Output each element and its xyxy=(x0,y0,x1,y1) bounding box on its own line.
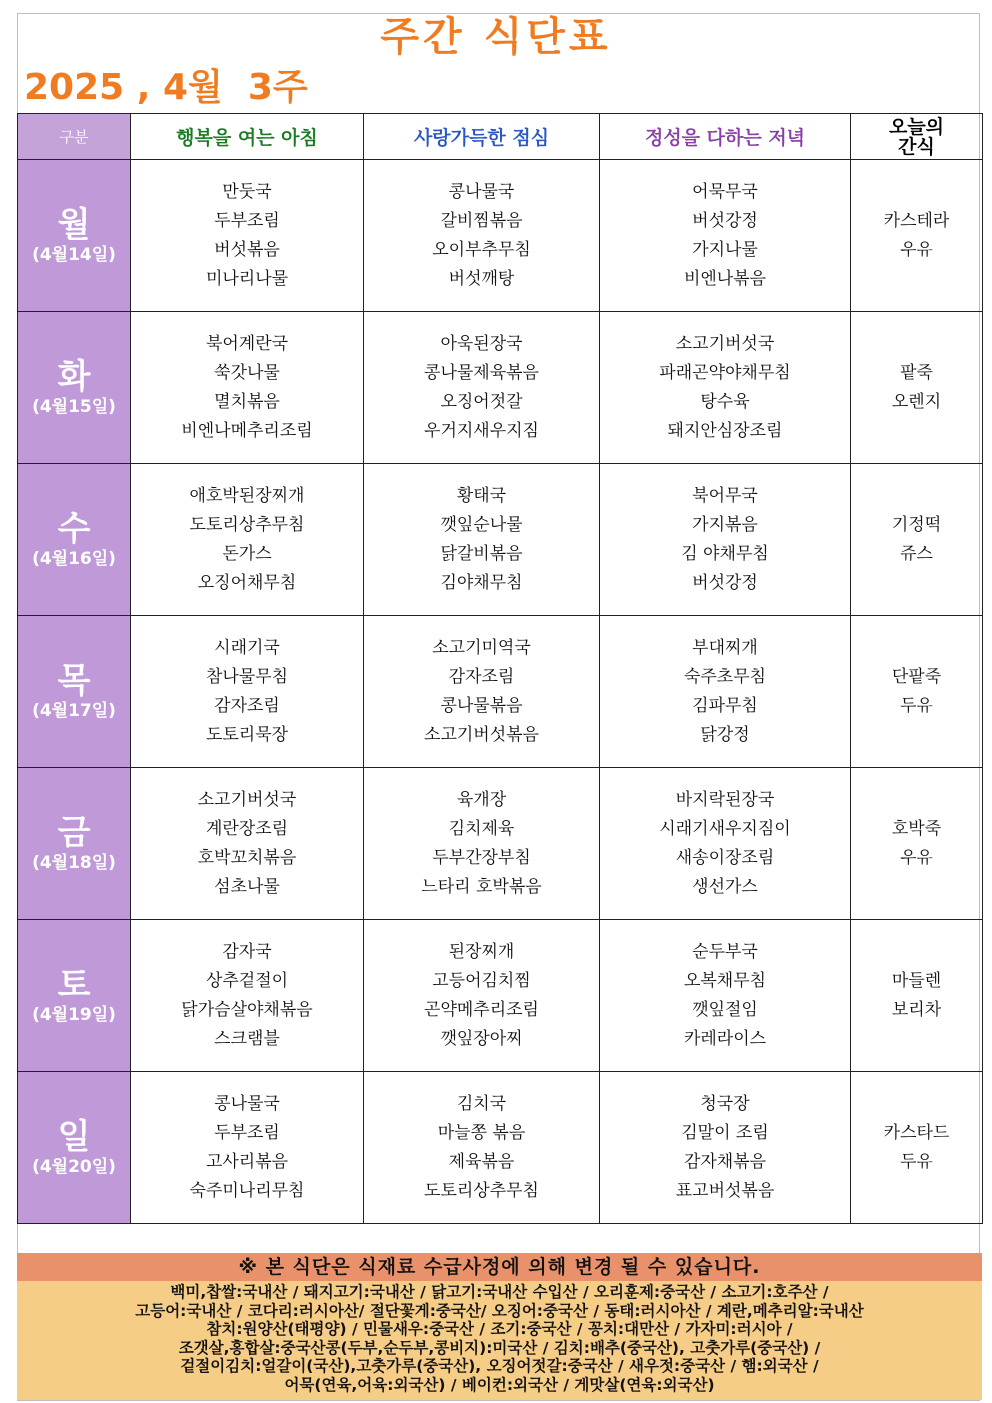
origin-line: 고등어:국내산 / 코다리:러시아산/ 절단꽃게:중국산/ 오징어:중국산 / 동태:러시아산 / 계란,메추리알:국내산 xyxy=(135,1301,864,1320)
weekly-menu-table xyxy=(17,113,983,1224)
dinner-item: 생선가스 xyxy=(692,876,758,897)
table-row xyxy=(18,920,983,1072)
lunch-item: 우거지새우지짐 xyxy=(424,420,539,441)
day-date: (4월18일) xyxy=(32,852,116,873)
week-subtitle: 2025 , 4월 3주 xyxy=(24,67,308,108)
lunch-item: 제육볶음 xyxy=(448,1151,515,1172)
breakfast-item: 쑥갓나물 xyxy=(214,362,280,383)
breakfast-item: 비엔나메추리조림 xyxy=(181,420,313,441)
snack-item: 카스테라 xyxy=(883,210,950,231)
dinner-item: 비엔나볶음 xyxy=(683,268,767,289)
snack-cell xyxy=(851,1072,983,1224)
snack-item: 마들렌 xyxy=(891,970,942,991)
header-row xyxy=(18,114,983,160)
lunch-item: 느타리 호박볶음 xyxy=(421,876,542,897)
breakfast-cell xyxy=(131,312,364,464)
lunch-item: 김야채무침 xyxy=(440,572,523,593)
breakfast-cell xyxy=(131,160,364,312)
dinner-cell xyxy=(600,616,851,768)
dinner-item: 김말이 조림 xyxy=(681,1122,769,1143)
snack-cell xyxy=(851,464,983,616)
origin-line: 겉절이김치:얼갈이(국산),고춧가루(중국산), 오징어젓갈:중국산 / 새우젓:중국산 / 햄:외국산 / xyxy=(180,1357,819,1376)
breakfast-item: 두부조림 xyxy=(214,1122,280,1143)
lunch-cell xyxy=(364,768,600,920)
dinner-item: 버섯강정 xyxy=(692,572,758,593)
day-date: (4월17일) xyxy=(32,700,116,721)
snack-item: 우유 xyxy=(900,847,933,868)
breakfast-item: 멸치볶음 xyxy=(214,391,280,412)
breakfast-item: 만둣국 xyxy=(222,181,272,202)
breakfast-item: 계란장조림 xyxy=(205,818,289,839)
day-name: 화 xyxy=(57,356,91,397)
day-name: 월 xyxy=(57,204,91,245)
lunch-item: 고등어김치찜 xyxy=(432,970,531,991)
breakfast-item: 도토리묵장 xyxy=(205,724,289,745)
day-date: (4월16일) xyxy=(32,548,116,569)
snack-cell xyxy=(851,920,983,1072)
day-date: (4월20일) xyxy=(32,1156,116,1177)
breakfast-item: 섬초나물 xyxy=(214,876,280,897)
lunch-item: 닭갈비볶음 xyxy=(440,543,523,564)
breakfast-item: 참나물무침 xyxy=(205,666,289,687)
snack-item: 두유 xyxy=(900,695,933,716)
lunch-cell xyxy=(364,464,600,616)
lunch-item: 도토리상추무침 xyxy=(424,1180,539,1201)
dinner-cell xyxy=(600,160,851,312)
dinner-item: 닭강정 xyxy=(700,724,750,745)
dinner-item: 깻잎절임 xyxy=(692,999,758,1020)
lunch-item: 깻잎장아찌 xyxy=(440,1028,523,1049)
lunch-cell xyxy=(364,1072,600,1224)
origin-line: 어묵(연육,어육:외국산) / 베이컨:외국산 / 게맛살(연육:외국산) xyxy=(284,1375,715,1394)
table-row xyxy=(18,312,983,464)
snack-cell xyxy=(851,312,983,464)
dinner-item: 돼지안심장조림 xyxy=(667,420,783,441)
day-name: 목 xyxy=(57,660,91,701)
breakfast-item: 감자국 xyxy=(222,941,272,962)
change-notice: ※ 본 식단은 식재료 수급사정에 의해 변경 될 수 있습니다. xyxy=(17,1253,982,1281)
dinner-item: 가지볶음 xyxy=(692,514,758,535)
breakfast-cell xyxy=(131,616,364,768)
breakfast-cell xyxy=(131,920,364,1072)
header-snack-line2: 간식 xyxy=(898,135,935,158)
snack-item: 쥬스 xyxy=(900,543,933,564)
day-cell xyxy=(18,920,131,1072)
snack-item: 두유 xyxy=(900,1151,933,1172)
header-breakfast: 행복을 여는 아침 xyxy=(131,114,364,160)
page-title: 주간 식단표 xyxy=(380,14,612,60)
header-gubun: 구분 xyxy=(18,114,131,160)
breakfast-item: 상추겉절이 xyxy=(205,970,289,991)
dinner-item: 북어무국 xyxy=(692,485,758,506)
header-snack xyxy=(851,114,983,160)
snack-item: 단팥죽 xyxy=(891,666,942,687)
snack-cell xyxy=(851,616,983,768)
table-row xyxy=(18,160,983,312)
breakfast-item: 두부조림 xyxy=(214,210,280,231)
lunch-item: 황태국 xyxy=(456,485,507,506)
day-date: (4월14일) xyxy=(32,244,116,265)
lunch-cell xyxy=(364,616,600,768)
origin-line: 참치:원양산(태평양) / 민물새우:중국산 / 조기:중국산 / 꽁치:대만산 / 가자미:러시아 / xyxy=(206,1320,793,1339)
lunch-item: 콩나물볶음 xyxy=(440,695,523,716)
day-date: (4월19일) xyxy=(32,1004,116,1025)
lunch-item: 된장찌개 xyxy=(448,941,515,962)
breakfast-item: 북어계란국 xyxy=(205,333,289,354)
breakfast-item: 닭가슴살야채볶음 xyxy=(181,999,313,1020)
breakfast-item: 소고기버섯국 xyxy=(197,789,297,810)
dinner-item: 시래기새우지짐이 xyxy=(659,818,791,839)
dinner-item: 김 야채무침 xyxy=(681,543,769,564)
table-row xyxy=(18,616,983,768)
dinner-cell xyxy=(600,312,851,464)
dinner-cell xyxy=(600,464,851,616)
lunch-cell xyxy=(364,312,600,464)
lunch-item: 오이부추무침 xyxy=(432,239,531,260)
day-cell xyxy=(18,616,131,768)
day-name: 토 xyxy=(57,964,91,1005)
dinner-item: 오복채무침 xyxy=(683,970,767,991)
dinner-item: 탕수육 xyxy=(700,391,750,412)
breakfast-item: 애호박된장찌개 xyxy=(189,485,305,506)
breakfast-item: 고사리볶음 xyxy=(205,1151,289,1172)
breakfast-cell xyxy=(131,768,364,920)
lunch-item: 곤약메추리조림 xyxy=(424,999,539,1020)
day-cell xyxy=(18,160,131,312)
lunch-item: 두부간장부침 xyxy=(432,847,531,868)
snack-cell xyxy=(851,160,983,312)
dinner-item: 카레라이스 xyxy=(683,1028,767,1049)
breakfast-item: 미나리나물 xyxy=(205,268,289,289)
dinner-item: 바지락된장국 xyxy=(675,789,775,810)
lunch-item: 깻잎순나물 xyxy=(440,514,523,535)
day-name: 수 xyxy=(57,508,91,549)
dinner-item: 청국장 xyxy=(700,1093,750,1114)
dinner-item: 가지나물 xyxy=(692,239,758,260)
snack-item: 기정떡 xyxy=(891,514,942,535)
dinner-item: 숙주초무침 xyxy=(683,666,767,687)
dinner-item: 버섯강정 xyxy=(692,210,758,231)
lunch-item: 김치국 xyxy=(456,1093,507,1114)
dinner-cell xyxy=(600,920,851,1072)
dinner-item: 순두부국 xyxy=(692,941,758,962)
lunch-item: 갈비찜볶음 xyxy=(440,210,523,231)
dinner-item: 새송이장조림 xyxy=(675,847,775,868)
origin-line: 백미,찹쌀:국내산 / 돼지고기:국내산 / 닭고기:국내산 수입산 / 오리훈제:중국산 / 소고기:호주산 / xyxy=(170,1283,829,1301)
day-cell xyxy=(18,312,131,464)
dinner-item: 파래곤약야채무침 xyxy=(659,362,791,383)
snack-item: 팥죽 xyxy=(900,362,933,383)
breakfast-cell xyxy=(131,1072,364,1224)
lunch-item: 아욱된장국 xyxy=(440,333,523,354)
breakfast-item: 돈가스 xyxy=(222,543,272,564)
breakfast-item: 호박꼬치볶음 xyxy=(197,847,297,868)
snack-item: 호박죽 xyxy=(891,818,942,839)
dinner-item: 김파무침 xyxy=(692,695,758,716)
header-lunch: 사랑가득한 점심 xyxy=(364,114,600,160)
origin-info xyxy=(17,1281,982,1400)
breakfast-cell xyxy=(131,464,364,616)
menu-body xyxy=(18,160,983,1224)
breakfast-item: 도토리상추무침 xyxy=(189,514,305,535)
lunch-item: 마늘쫑 볶음 xyxy=(437,1122,526,1143)
snack-item: 오렌지 xyxy=(891,391,942,412)
breakfast-item: 콩나물국 xyxy=(214,1093,280,1114)
breakfast-item: 버섯볶음 xyxy=(214,239,280,260)
header-dinner: 정성을 다하는 저녁 xyxy=(600,114,851,160)
day-cell xyxy=(18,768,131,920)
dinner-item: 감자채볶음 xyxy=(683,1151,767,1172)
snack-cell xyxy=(851,768,983,920)
lunch-item: 오징어젓갈 xyxy=(440,391,523,412)
table-row xyxy=(18,1072,983,1224)
table-row xyxy=(18,768,983,920)
day-cell xyxy=(18,464,131,616)
lunch-item: 소고기미역국 xyxy=(432,637,531,658)
breakfast-item: 숙주미나리무침 xyxy=(189,1180,305,1201)
origin-line: 조갯살,홍합살:중국산콩(두부,순두부,콩비지):미국산 / 김치:배추(중국산), 고춧가루(중국산) / xyxy=(178,1338,821,1357)
dinner-item: 소고기버섯국 xyxy=(675,333,775,354)
day-name: 일 xyxy=(57,1116,91,1157)
lunch-item: 소고기버섯볶음 xyxy=(424,724,539,745)
breakfast-item: 스크램블 xyxy=(214,1028,280,1049)
dinner-item: 부대찌개 xyxy=(692,637,758,658)
lunch-item: 콩나물제육볶음 xyxy=(424,362,539,383)
lunch-item: 콩나물국 xyxy=(448,181,515,202)
lunch-cell xyxy=(364,920,600,1072)
lunch-item: 버섯깨탕 xyxy=(448,268,515,289)
lunch-item: 육개장 xyxy=(456,789,507,810)
breakfast-item: 시래기국 xyxy=(214,637,280,658)
lunch-item: 감자조림 xyxy=(448,666,515,687)
day-cell xyxy=(18,1072,131,1224)
lunch-item: 김치제육 xyxy=(448,818,515,839)
snack-item: 카스타드 xyxy=(883,1122,950,1143)
snack-item: 보리차 xyxy=(891,999,942,1020)
breakfast-item: 감자조림 xyxy=(214,695,280,716)
dinner-item: 어묵무국 xyxy=(692,181,758,202)
day-name: 금 xyxy=(57,812,91,853)
dinner-item: 표고버섯볶음 xyxy=(675,1180,775,1201)
day-date: (4월15일) xyxy=(32,396,116,417)
header-snack-line1: 오늘의 xyxy=(888,115,945,138)
dinner-cell xyxy=(600,768,851,920)
table-row xyxy=(18,464,983,616)
dinner-cell xyxy=(600,1072,851,1224)
lunch-cell xyxy=(364,160,600,312)
snack-item: 우유 xyxy=(900,239,933,260)
breakfast-item: 오징어채무침 xyxy=(197,572,297,593)
